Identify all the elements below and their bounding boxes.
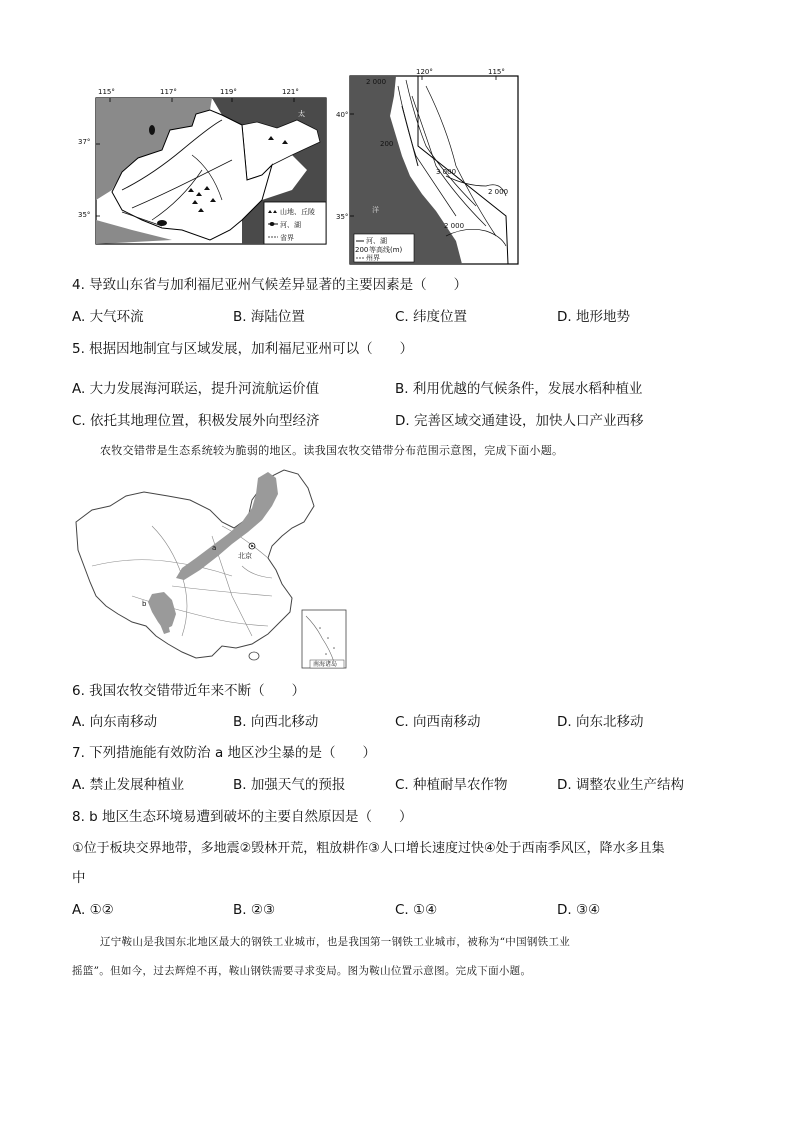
q8-statements-line-2: 中 xyxy=(72,870,86,886)
california-legend-contour: 等高线(m) xyxy=(369,246,403,254)
q5-option-c[interactable]: C. 依托其地理位置，积极发展外向型经济 xyxy=(72,413,320,429)
q8-option-d[interactable]: D. ③④ xyxy=(557,902,601,918)
shandong-legend-river: 河、湖 xyxy=(280,221,301,229)
california-map xyxy=(336,66,522,266)
q4-option-c[interactable]: C. 纬度位置 xyxy=(395,309,468,325)
q4-option-d[interactable]: D. 地形地势 xyxy=(557,309,630,325)
q4-stem: 4. 导致山东省与加利福尼亚州气候差异显著的主要因素是（ ） xyxy=(72,277,468,293)
q8-stem: 8. b 地区生态环境易遭到破坏的主要自然原因是（ ） xyxy=(72,809,413,825)
q7-option-b[interactable]: B. 加强天气的预报 xyxy=(233,777,346,793)
california-contour-label-5: 2 000 xyxy=(444,222,465,230)
intro-2-line-2: 摇篮”。但如今，过去辉煌不再，鞍山钢铁需要寻求变局。图为鞍山位置示意图。完成下面小题。 xyxy=(72,965,532,977)
intro-2-line-1: 辽宁鞍山是我国东北地区最大的钢铁工业城市，也是我国第一钢铁工业城市，被称为“中国钢铁工业 xyxy=(100,936,571,948)
shandong-lon-117: 117° xyxy=(160,88,177,96)
intro-1: 农牧交错带是生态系统较为脆弱的地区。读我国农牧交错带分布范围示意图，完成下面小题。 xyxy=(100,444,564,457)
california-sea-label: 洋 xyxy=(372,206,379,214)
california-contour-label-3: 3 000 xyxy=(436,168,457,176)
q4-option-b[interactable]: B. 海陆位置 xyxy=(233,309,305,325)
california-lat-40: 40° xyxy=(336,111,349,119)
china-label-b: b xyxy=(142,600,147,608)
q6-option-c[interactable]: C. 向西南移动 xyxy=(395,714,481,730)
shandong-lon-115: 115° xyxy=(98,88,115,96)
china-inset-label: 南海诸岛 xyxy=(313,661,338,668)
shandong-lat-35: 35° xyxy=(78,211,91,219)
q7-stem: 7. 下列措施能有效防治 a 地区沙尘暴的是（ ） xyxy=(72,745,377,761)
q5-option-d[interactable]: D. 完善区域交通建设，加快人口产业西移 xyxy=(395,413,644,429)
california-contour-label-4: 2 000 xyxy=(488,188,509,196)
q4-option-a[interactable]: A. 大气环流 xyxy=(72,309,144,325)
california-legend-200: 200 xyxy=(355,246,369,254)
shandong-legend-hills: 山地、丘陵 xyxy=(280,208,315,216)
q5-stem: 5. 根据因地制宜与区域发展，加利福尼亚州可以（ ） xyxy=(72,341,414,357)
california-lat-35: 35° xyxy=(336,213,349,221)
shandong-legend-border: 省界 xyxy=(280,234,294,242)
shandong-lon-121: 121° xyxy=(282,88,299,96)
q6-stem: 6. 我国农牧交错带近年来不断（ ） xyxy=(72,683,306,699)
q6-option-a[interactable]: A. 向东南移动 xyxy=(72,714,158,730)
q5-option-b[interactable]: B. 利用优越的气候条件，发展水稻种植业 xyxy=(395,381,643,397)
china-beijing-label: 北京 xyxy=(238,552,252,560)
q8-option-c[interactable]: C. ①④ xyxy=(395,902,438,918)
shandong-lat-37: 37° xyxy=(78,138,91,146)
shandong-lon-119: 119° xyxy=(220,88,237,96)
california-legend-border: 州界 xyxy=(366,254,380,262)
q5-option-a[interactable]: A. 大力发展海河联运，提升河流航运价值 xyxy=(72,381,320,397)
q8-option-b[interactable]: B. ②③ xyxy=(233,902,276,918)
q7-option-a[interactable]: A. 禁止发展种植业 xyxy=(72,777,185,793)
shandong-sea-label: 太 xyxy=(298,110,305,118)
california-contour-label-1: 2 000 xyxy=(366,78,387,86)
q8-option-a[interactable]: A. ①② xyxy=(72,902,114,918)
q7-option-d[interactable]: D. 调整农业生产结构 xyxy=(557,777,684,793)
california-lon-120: 120° xyxy=(416,68,433,76)
q6-option-b[interactable]: B. 向西北移动 xyxy=(233,714,319,730)
q6-option-d[interactable]: D. 向东北移动 xyxy=(557,714,644,730)
shandong-map xyxy=(78,80,330,248)
california-contour-label-2: 200 xyxy=(380,140,394,148)
q8-statements-line-1: ①位于板块交界地带，多地震②毁林开荒，粗放耕作③人口增长速度过快④处于西南季风区，降水多且集 xyxy=(72,841,665,856)
q7-option-c[interactable]: C. 种植耐旱农作物 xyxy=(395,777,508,793)
china-map xyxy=(72,466,352,674)
china-label-a: a xyxy=(212,544,217,552)
california-legend-river: 河、湖 xyxy=(366,237,387,245)
california-lon-115: 115° xyxy=(488,68,505,76)
